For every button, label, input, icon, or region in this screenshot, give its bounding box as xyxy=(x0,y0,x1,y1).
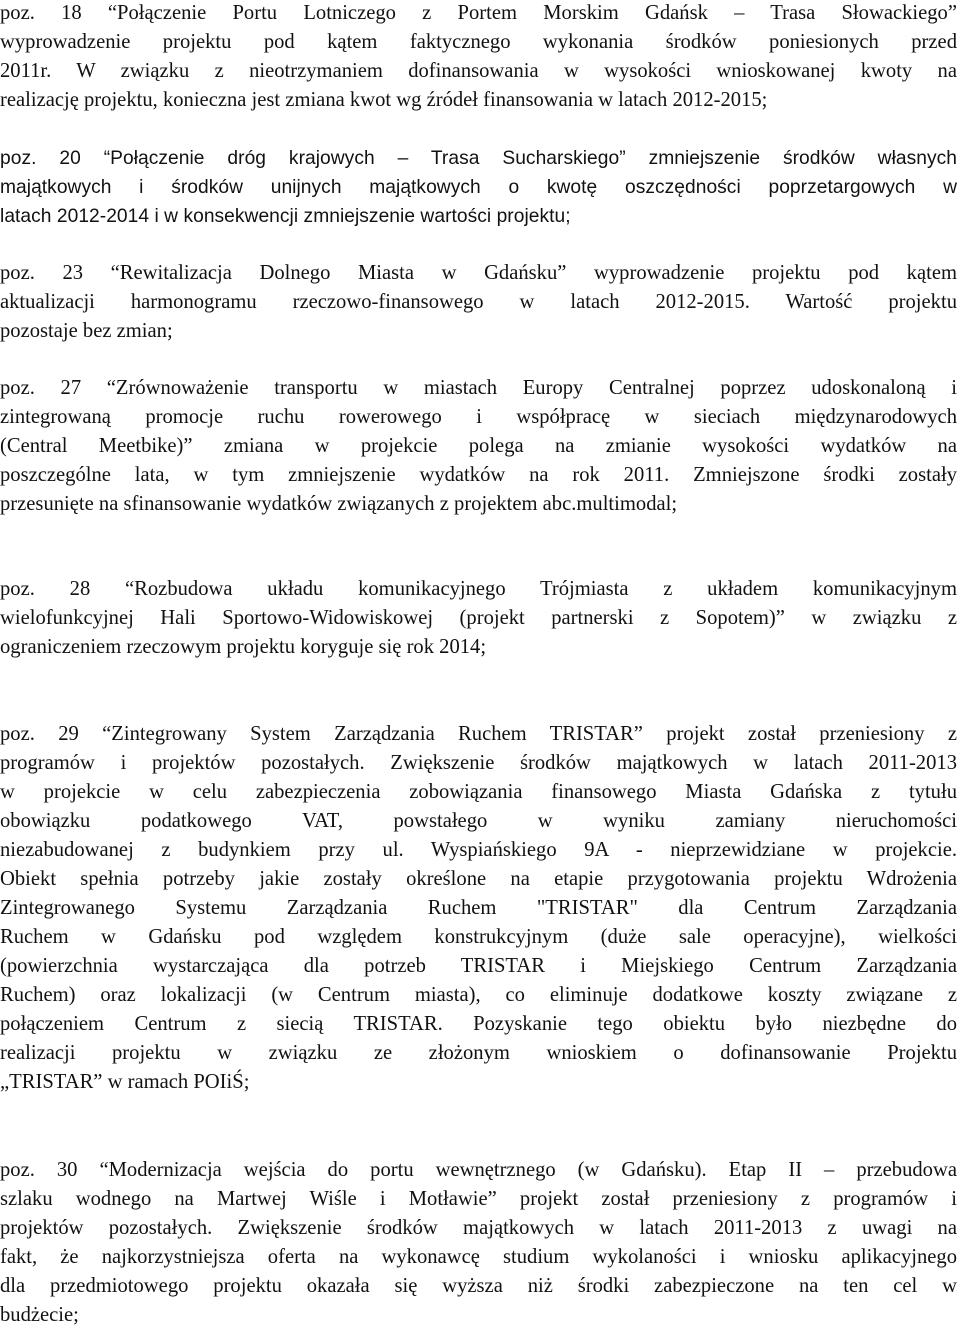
text-line: Ruchem w Gdańsku pod względem konstrukcyjnym (duże sale operacyjne), wielkości xyxy=(0,926,957,948)
text-line: projektów pozostałych. Zwiększenie środków majątkowych w latach 2011-2013 z uwagi na xyxy=(0,1217,957,1239)
text-line: (powierzchnia wystarczająca dla potrzeb TRISTAR i Miejskiego Centrum Zarządzania xyxy=(0,955,957,977)
text-line: (Central Meetbike)” zmiana w projekcie polega na zmianie wysokości wydatków na xyxy=(0,435,957,457)
text-line: budżecie; xyxy=(0,1304,79,1326)
paragraph-poz-23 xyxy=(0,259,957,346)
text-line: poz. 28 “Rozbudowa układu komunikacyjnego Trójmiasta z układem komunikacyjnym xyxy=(0,578,957,600)
text-line: 2011r. W związku z nieotrzymaniem dofinansowania w wysokości wnioskowanej kwoty na xyxy=(0,60,957,82)
paragraph-poz-18 xyxy=(0,0,957,115)
text-line: poz. 20 “Połączenie dróg krajowych – Trasa Sucharskiego” zmniejszenie środków własnych xyxy=(0,148,957,169)
text-line: poz. 29 “Zintegrowany System Zarządzania Ruchem TRISTAR” projekt został przeniesiony z xyxy=(0,723,957,745)
text-line: realizację projektu, konieczna jest zmiana kwot wg źródeł finansowania w latach 2012-2015; xyxy=(0,89,768,111)
text-line: niezabudowanej z budynkiem przy ul. Wyspiańskiego 9A - nieprzewidziane w projekcie. xyxy=(0,839,957,861)
text-line: Ruchem) oraz lokalizacji (w Centrum miasta), co eliminuje dodatkowe koszty związane z xyxy=(0,984,957,1006)
text-line: pozostaje bez zmian; xyxy=(0,320,173,342)
text-line: poz. 30 “Modernizacja wejścia do portu wewnętrznego (w Gdańsku). Etap II – przebudowa xyxy=(0,1159,957,1181)
text-line: majątkowych i środków unijnych majątkowych o kwotę oszczędności poprzetargowych w xyxy=(0,177,957,198)
text-line: ograniczeniem rzeczowym projektu koryguje się rok 2014; xyxy=(0,636,487,658)
text-line: wyprowadzenie projektu pod kątem faktycznego wykonania środków poniesionych przed xyxy=(0,31,957,53)
text-line: poszczególne lata, w tym zmniejszenie wydatków na rok 2011. Zmniejszone środki zostały xyxy=(0,464,957,486)
text-line: obowiązku podatkowego VAT, powstałego w wyniku zamiany nieruchomości xyxy=(0,810,957,832)
text-line: aktualizacji harmonogramu rzeczowo-finansowego w latach 2012-2015. Wartość projektu xyxy=(0,291,957,313)
paragraph-poz-29 xyxy=(0,720,957,1097)
text-line: Zintegrowanego Systemu Zarządzania Ruchem "TRISTAR" dla Centrum Zarządzania xyxy=(0,897,957,919)
text-line: Obiekt spełnia potrzeby jakie zostały określone na etapie przygotowania projektu Wdrożenia xyxy=(0,868,957,890)
text-line: fakt, że najkorzystniejsza oferta na wykonawcę studium wykolaności i wniosku aplikacyjnego xyxy=(0,1246,957,1268)
text-line: dla przedmiotowego projektu okazała się wyższa niż środki zabezpieczone na ten cel w xyxy=(0,1275,957,1297)
text-line: „TRISTAR” w ramach POIiŚ; xyxy=(0,1071,250,1093)
text-line: poz. 27 “Zrównoważenie transportu w miastach Europy Centralnej poprzez udoskonaloną i xyxy=(0,377,957,399)
text-line: połączeniem Centrum z siecią TRISTAR. Pozyskanie tego obiektu było niezbędne do xyxy=(0,1013,957,1035)
text-line: realizacji projektu w związku ze złożonym wnioskiem o dofinansowanie Projektu xyxy=(0,1042,957,1064)
text-line: programów i projektów pozostałych. Zwiększenie środków majątkowych w latach 2011-2013 xyxy=(0,752,957,774)
text-line: wielofunkcyjnej Hali Sportowo-Widowiskowej (projekt partnerski z Sopotem)” w związku z xyxy=(0,607,957,629)
text-line: szlaku wodnego na Martwej Wiśle i Motławie” projekt został przeniesiony z programów i xyxy=(0,1188,957,1210)
text-line: przesunięte na sfinansowanie wydatków związanych z projektem abc.multimodal; xyxy=(0,493,678,515)
text-line: poz. 23 “Rewitalizacja Dolnego Miasta w Gdańsku” wyprowadzenie projektu pod kątem xyxy=(0,262,957,284)
paragraph-poz-27 xyxy=(0,374,957,519)
text-line: w projekcie w celu zabezpieczenia zobowiązania finansowego Miasta Gdańska z tytułu xyxy=(0,781,957,803)
paragraph-poz-20 xyxy=(0,144,957,231)
text-line: zintegrowaną promocje ruchu rowerowego i współpracę w sieciach międzynarodowych xyxy=(0,406,957,428)
paragraph-poz-30 xyxy=(0,1156,957,1330)
text-line: poz. 18 “Połączenie Portu Lotniczego z Portem Morskim Gdańsk – Trasa Słowackiego” xyxy=(0,2,957,24)
paragraph-poz-28 xyxy=(0,575,957,662)
text-line: latach 2012-2014 i w konsekwencji zmniejszenie wartości projektu; xyxy=(0,206,571,227)
